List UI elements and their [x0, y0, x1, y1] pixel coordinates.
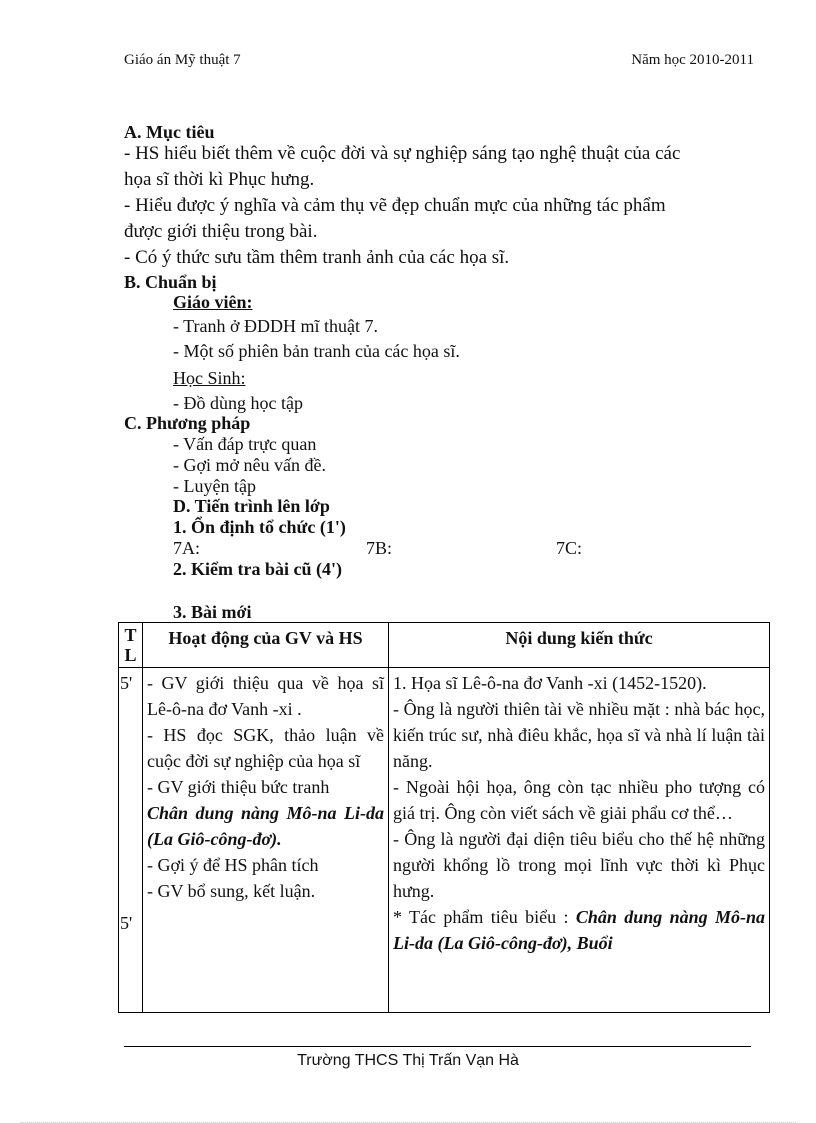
section-b-title: B. Chuẩn bị [124, 272, 217, 292]
student-label: Học Sinh: [173, 368, 246, 388]
activity-line: - GV bổ sung, kết luận. [147, 881, 316, 901]
time-value: 5' [120, 913, 133, 933]
class-7c: 7C: [556, 538, 583, 558]
header-content: Nội dung kiến thức [389, 623, 770, 668]
student-item: - Đồ dùng học tập [173, 393, 303, 413]
class-7b: 7B: [366, 538, 393, 558]
lesson-table [118, 622, 770, 1013]
section-d-title: D. Tiến trình lên lớp [173, 496, 330, 516]
class-7a: 7A: [173, 538, 200, 558]
objective-line: - Có ý thức sưu tầm thêm tranh ảnh của các họa sĩ. [124, 247, 510, 268]
step-1: 1. Ổn định tổ chức (1') [173, 517, 346, 537]
content-cell [389, 668, 770, 1013]
header-school-year: Năm học 2010-2011 [631, 52, 754, 68]
content-line: - Ông là người đại diện tiêu biểu cho thế hệ những người khổng lồ trong mọi lĩnh vực thời kì Phục hưng. [393, 829, 765, 901]
method-item: - Gợi mở nêu vấn đề. [173, 455, 326, 475]
content-line: - Ông là người thiên tài về nhiều mặt : nhà bác học, kiến trúc sư, nhà điêu khắc, họa sĩ và nhà lí luận tài năng. [393, 699, 765, 771]
section-c-title: C. Phương pháp [124, 413, 251, 433]
activity-line: - GV giới thiệu bức tranh [147, 777, 330, 797]
time-value: 5' [120, 673, 133, 693]
method-item: - Luyện tập [173, 476, 256, 496]
header-activity: Hoạt động của GV và HS [143, 623, 389, 668]
header-time: T L [119, 623, 143, 668]
time-cell [119, 668, 143, 1013]
step-2: 2. Kiểm tra bài cũ (4') [173, 559, 342, 579]
activity-cell [143, 668, 389, 1013]
footer-divider [124, 1046, 751, 1047]
featured-works-label: * Tác phẩm tiêu biểu : [393, 907, 569, 927]
objective-line: - HS hiểu biết thêm về cuộc đời và sự nghiệp sáng tạo nghệ thuật của các [124, 143, 681, 164]
content-line: - Ngoài hội họa, ông còn tạc nhiều pho tượng có giá trị. Ông còn viết sách về giải phẩu cơ thể… [393, 777, 765, 823]
objective-line: - Hiểu được ý nghĩa và cảm thụ vẽ đẹp chuẩn mực của những tác phẩm [124, 195, 666, 216]
activity-line: - HS đọc SGK, thảo luận về cuộc đời sự nghiệp của họa sĩ [147, 725, 384, 771]
header-subject: Giáo án Mỹ thuật 7 [124, 52, 241, 68]
table-row [119, 668, 770, 1013]
content-heading: 1. Họa sĩ Lê-ô-na đơ Vanh -xi (1452-1520). [393, 673, 707, 693]
table-header-row [119, 623, 770, 668]
objective-line: họa sĩ thời kì Phục hưng. [124, 169, 315, 190]
step-3: 3. Bài mới [173, 602, 252, 622]
objective-line: được giới thiệu trong bài. [124, 221, 318, 242]
teacher-item: - Tranh ở ĐDDH mĩ thuật 7. [173, 316, 379, 336]
teacher-label: Giáo viên: [173, 292, 253, 312]
method-item: - Vấn đáp trực quan [173, 434, 317, 454]
section-a-title: A. Mục tiêu [124, 122, 215, 142]
footer-school-name: Trường THCS Thị Trấn Vạn Hà [297, 1052, 519, 1069]
activity-line: - GV giới thiệu qua về họa sĩ Lê-ô-na đơ Vanh -xi . [147, 673, 384, 719]
teacher-item: - Một số phiên bản tranh của các họa sĩ. [173, 341, 460, 361]
featured-works: Chân dung nàng Mô-na Li-da (La Giô-công-đơ), Buổi [393, 907, 766, 953]
content-line [393, 904, 765, 956]
activity-line: - Gợi ý để HS phân tích [147, 855, 319, 875]
artwork-title: Chân dung nàng Mô-na Li-da (La Giô-công-đơ). [147, 803, 384, 849]
